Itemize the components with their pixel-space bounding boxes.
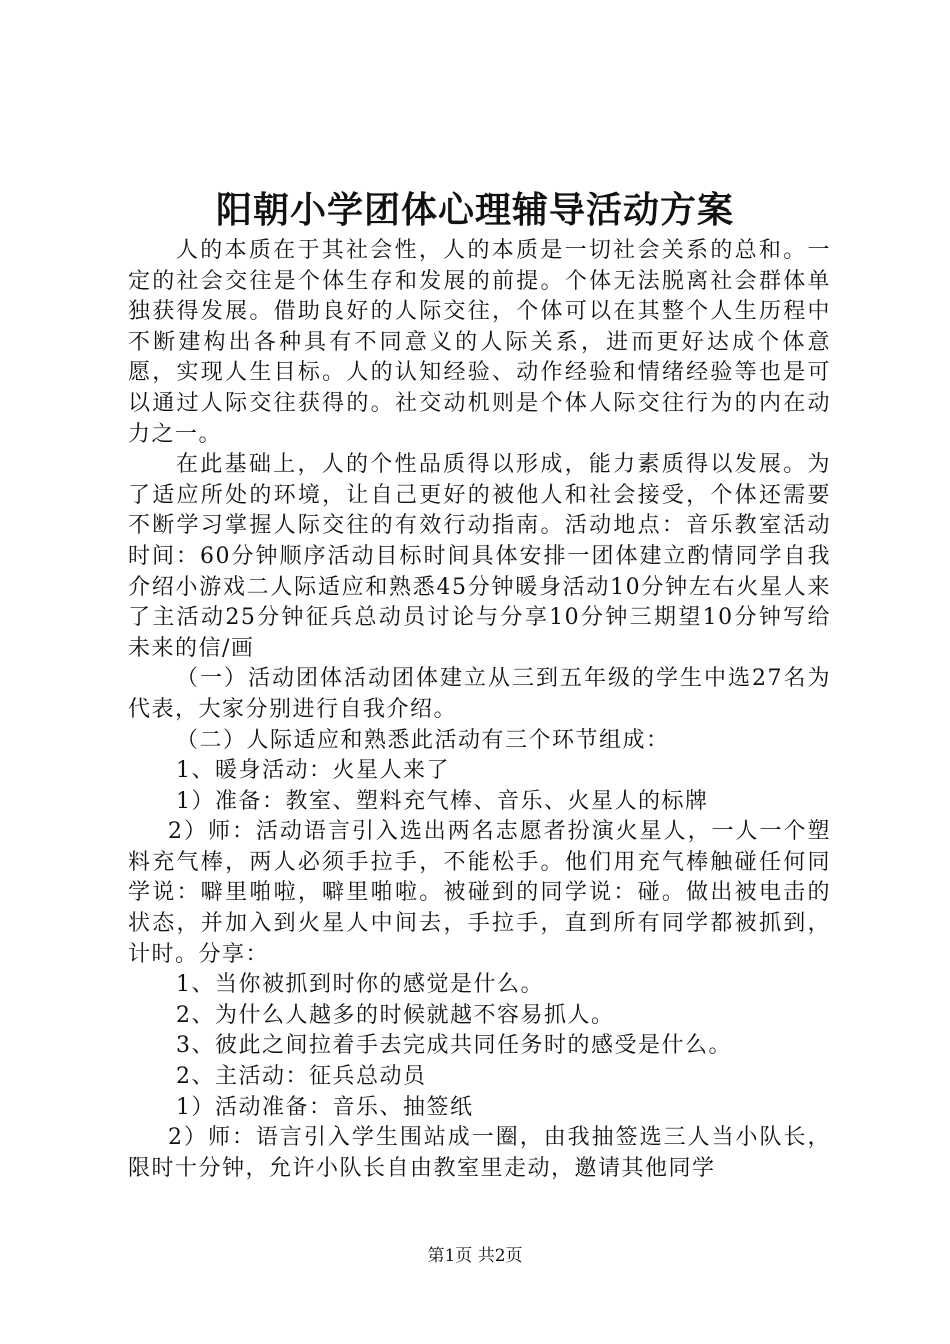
paragraph-warmup-teacher: 2）师：活动语言引入选出两名志愿者扮演火星人，一人一个塑料充气棒，两人必须手拉手，不能松手。他们用充气棒触碰任何同学说：噼里啪啦，噼里啪啦。被碰到的同学说：碰。做出被电击的状态，并加入到火星人中间去，手拉手，直到所有同学都被抓到，计时。分享： (128, 819, 831, 967)
paragraph-share-1: 1、当你被抓到时你的感觉是什么。 (176, 972, 544, 998)
paragraph-section-1: （一）活动团体活动团体建立从三到五年级的学生中选27名为代表，大家分别进行自我介绍。 (128, 666, 831, 722)
page-footer: 第1页 共2页 (427, 1246, 523, 1266)
paragraph-main-title: 2、主活动：征兵总动员 (176, 1064, 427, 1090)
paragraph-section-2: （二）人际适应和熟悉此活动有三个环节组成： (176, 727, 670, 753)
paragraph-share-2: 2、为什么人越多的时候就越不容易抓人。 (176, 1002, 615, 1028)
paragraph-basis: 在此基础上，人的个性品质得以形成，能力素质得以发展。为了适应所处的环境，让自己更好的被他人和社会接受，个体还需要不断学习掌握人际交往的有效行动指南。活动地点：音乐教室活动时间：60分钟顺序活动目标时间具体安排一团体建立酌情同学自我介绍小游戏二人际适应和熟悉45分钟暖身活动10分钟左右火星人来了主活动25分钟征兵总动员讨论与分享10分钟三期望10分钟写给未来的信/画 (128, 452, 831, 661)
paragraph-share-3: 3、彼此之间拉着手去完成共同任务时的感受是什么。 (176, 1033, 732, 1059)
paragraph-warmup-prep: 1）准备：教室、塑料充气棒、音乐、火星人的标牌 (176, 788, 709, 814)
document-body (128, 236, 831, 1184)
paragraph-warmup-title: 1、暖身活动：火星人来了 (176, 758, 450, 784)
paragraph-main-teacher: 2）师：语言引入学生围站成一圈，由我抽签选三人当小队长，限时十分钟，允许小队长自由教室里走动，邀请其他同学 (128, 1125, 831, 1181)
document-title: 阳朝小学团体心理辅导活动方案 (215, 189, 734, 231)
paragraph-main-prep: 1）活动准备：音乐、抽签纸 (176, 1094, 474, 1120)
paragraph-intro: 人的本质在于其社会性，人的本质是一切社会关系的总和。一定的社会交往是个体生存和发展的前提。个体无法脱离社会群体单独获得发展。借助良好的人际交往，个体可以在其整个人生历程中不断建构出各种具有不同意义的人际关系，进而更好达成个体意愿，实现人生目标。人的认知经验、动作经验和情绪经验等也是可以通过人际交往获得的。社交动机则是个体人际交往行为的内在动力之一。 (128, 238, 831, 447)
